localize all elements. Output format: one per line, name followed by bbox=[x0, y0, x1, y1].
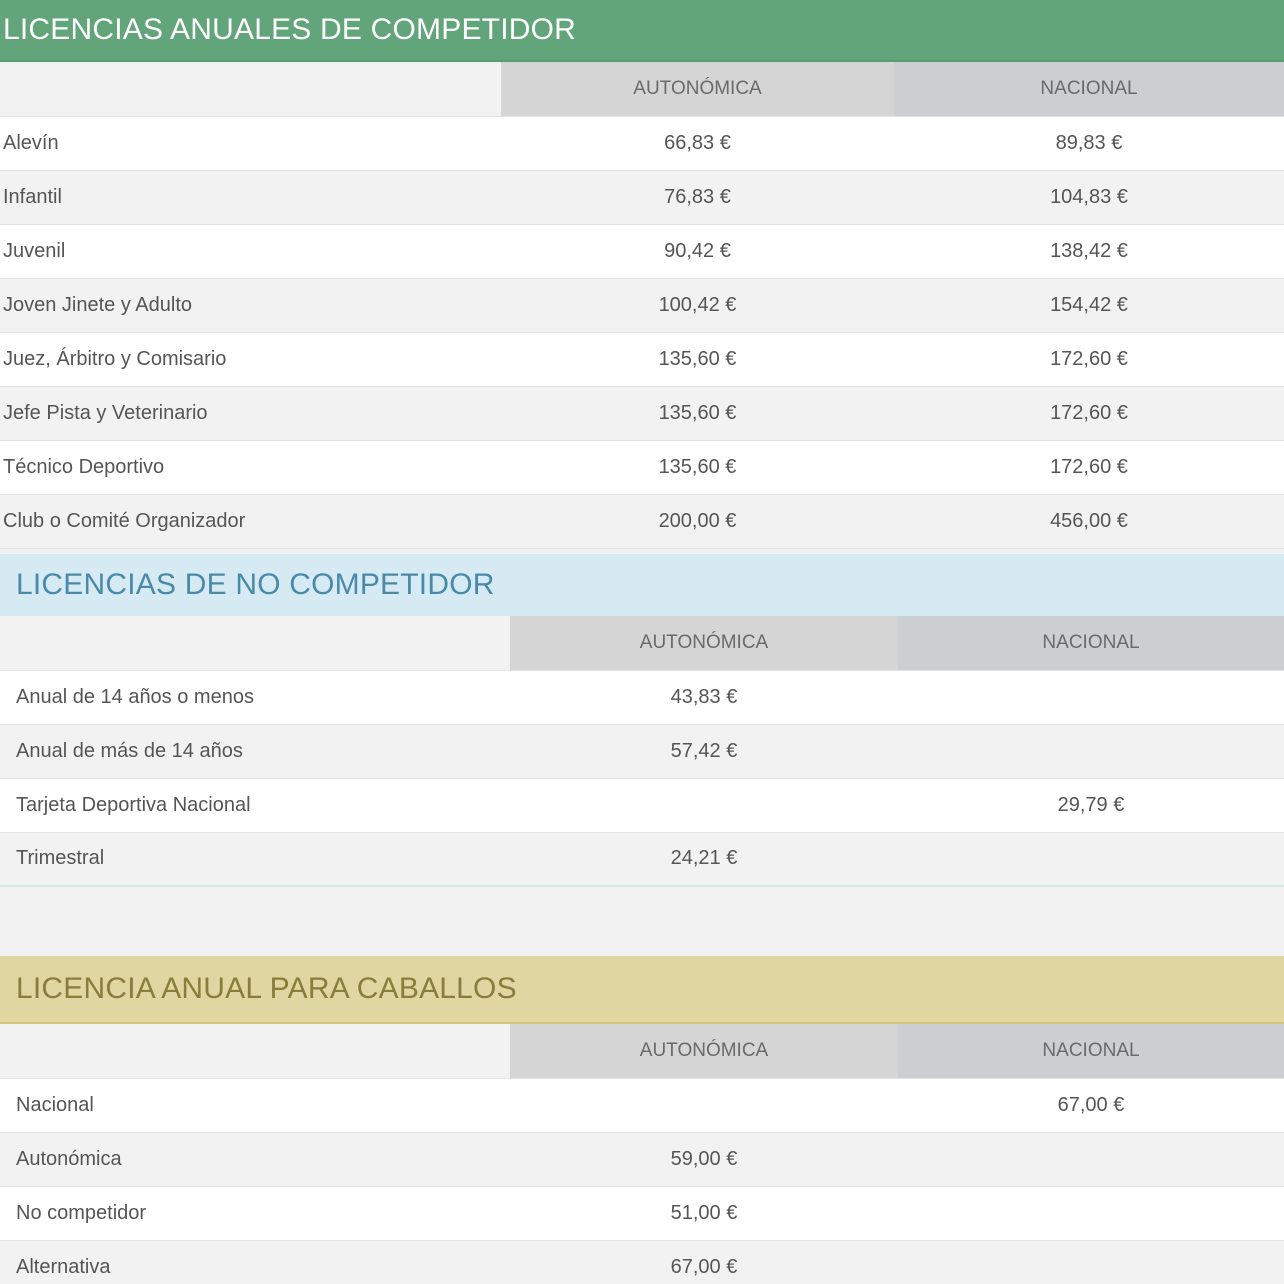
nacional-price bbox=[898, 670, 1284, 724]
table-row bbox=[0, 386, 1284, 440]
autonomica-price: 76,83 € bbox=[501, 170, 894, 224]
header-blank-cell bbox=[0, 616, 510, 670]
autonomica-price: 135,60 € bbox=[501, 332, 894, 386]
section-title-text: LICENCIAS DE NO COMPETIDOR bbox=[16, 568, 495, 601]
header-blank-cell bbox=[0, 62, 501, 116]
nacional-price bbox=[898, 724, 1284, 778]
autonomica-price: 59,00 € bbox=[510, 1132, 898, 1186]
table-row bbox=[0, 116, 1284, 170]
row-label: Anual de más de 14 años bbox=[0, 724, 510, 778]
no-competidor-fees-table bbox=[0, 616, 1284, 887]
table-row bbox=[0, 494, 1284, 548]
nacional-price: 172,60 € bbox=[894, 332, 1284, 386]
autonomica-price: 67,00 € bbox=[510, 1240, 898, 1284]
table-row bbox=[0, 1132, 1284, 1186]
column-header-nacional: NACIONAL bbox=[898, 1024, 1284, 1078]
table-row bbox=[0, 778, 1284, 832]
nacional-price: 172,60 € bbox=[894, 386, 1284, 440]
nacional-price bbox=[898, 832, 1284, 886]
table-row bbox=[0, 332, 1284, 386]
nacional-price: 172,60 € bbox=[894, 440, 1284, 494]
nacional-price: 456,00 € bbox=[894, 494, 1284, 548]
nacional-price: 154,42 € bbox=[894, 278, 1284, 332]
row-label: No competidor bbox=[0, 1186, 510, 1240]
caballos-fees-table bbox=[0, 1024, 1284, 1284]
section-title-text: LICENCIA ANUAL PARA CABALLOS bbox=[16, 972, 517, 1005]
column-header-autonomica: AUTONÓMICA bbox=[510, 1024, 898, 1078]
autonomica-price: 135,60 € bbox=[501, 440, 894, 494]
row-label: Autonómica bbox=[0, 1132, 510, 1186]
nacional-price: 104,83 € bbox=[894, 170, 1284, 224]
table-row bbox=[0, 440, 1284, 494]
table-row bbox=[0, 170, 1284, 224]
autonomica-price: 43,83 € bbox=[510, 670, 898, 724]
nacional-price: 29,79 € bbox=[898, 778, 1284, 832]
nacional-price bbox=[898, 1240, 1284, 1284]
autonomica-price: 200,00 € bbox=[501, 494, 894, 548]
row-label: Alternativa bbox=[0, 1240, 510, 1284]
row-label: Alevín bbox=[0, 116, 501, 170]
table-header-row bbox=[0, 62, 1284, 116]
column-header-nacional: NACIONAL bbox=[898, 616, 1284, 670]
row-label: Joven Jinete y Adulto bbox=[0, 278, 501, 332]
column-header-autonomica: AUTONÓMICA bbox=[501, 62, 894, 116]
row-label: Nacional bbox=[0, 1078, 510, 1132]
autonomica-price: 135,60 € bbox=[501, 386, 894, 440]
table-row bbox=[0, 278, 1284, 332]
row-label: Juez, Árbitro y Comisario bbox=[0, 332, 501, 386]
row-label: Club o Comité Organizador bbox=[0, 494, 501, 548]
column-header-autonomica: AUTONÓMICA bbox=[510, 616, 898, 670]
row-label: Juvenil bbox=[0, 224, 501, 278]
autonomica-price: 24,21 € bbox=[510, 832, 898, 886]
section-title-caballos bbox=[0, 956, 1284, 1024]
table-header-row bbox=[0, 1024, 1284, 1078]
autonomica-price: 57,42 € bbox=[510, 724, 898, 778]
table-row bbox=[0, 224, 1284, 278]
column-header-nacional: NACIONAL bbox=[894, 62, 1284, 116]
table-row bbox=[0, 1078, 1284, 1132]
autonomica-price bbox=[510, 778, 898, 832]
table-row bbox=[0, 1186, 1284, 1240]
table-header-row bbox=[0, 616, 1284, 670]
competidor-fees-table bbox=[0, 62, 1284, 549]
row-label: Anual de 14 años o menos bbox=[0, 670, 510, 724]
table-row bbox=[0, 1240, 1284, 1284]
autonomica-price: 66,83 € bbox=[501, 116, 894, 170]
row-label: Tarjeta Deportiva Nacional bbox=[0, 778, 510, 832]
nacional-price: 89,83 € bbox=[894, 116, 1284, 170]
nacional-price bbox=[898, 1132, 1284, 1186]
table-row bbox=[0, 670, 1284, 724]
nacional-price: 67,00 € bbox=[898, 1078, 1284, 1132]
section-title-no-competidor bbox=[0, 554, 1284, 616]
row-label: Técnico Deportivo bbox=[0, 440, 501, 494]
autonomica-price: 51,00 € bbox=[510, 1186, 898, 1240]
table-row bbox=[0, 724, 1284, 778]
autonomica-price: 100,42 € bbox=[501, 278, 894, 332]
nacional-price bbox=[898, 1186, 1284, 1240]
table-row bbox=[0, 832, 1284, 886]
header-blank-cell bbox=[0, 1024, 510, 1078]
row-label: Trimestral bbox=[0, 832, 510, 886]
section-title-text: LICENCIAS ANUALES DE COMPETIDOR bbox=[3, 13, 576, 46]
autonomica-price bbox=[510, 1078, 898, 1132]
row-label: Jefe Pista y Veterinario bbox=[0, 386, 501, 440]
nacional-price: 138,42 € bbox=[894, 224, 1284, 278]
section-title-competidor bbox=[0, 0, 1284, 62]
row-label: Infantil bbox=[0, 170, 501, 224]
autonomica-price: 90,42 € bbox=[501, 224, 894, 278]
